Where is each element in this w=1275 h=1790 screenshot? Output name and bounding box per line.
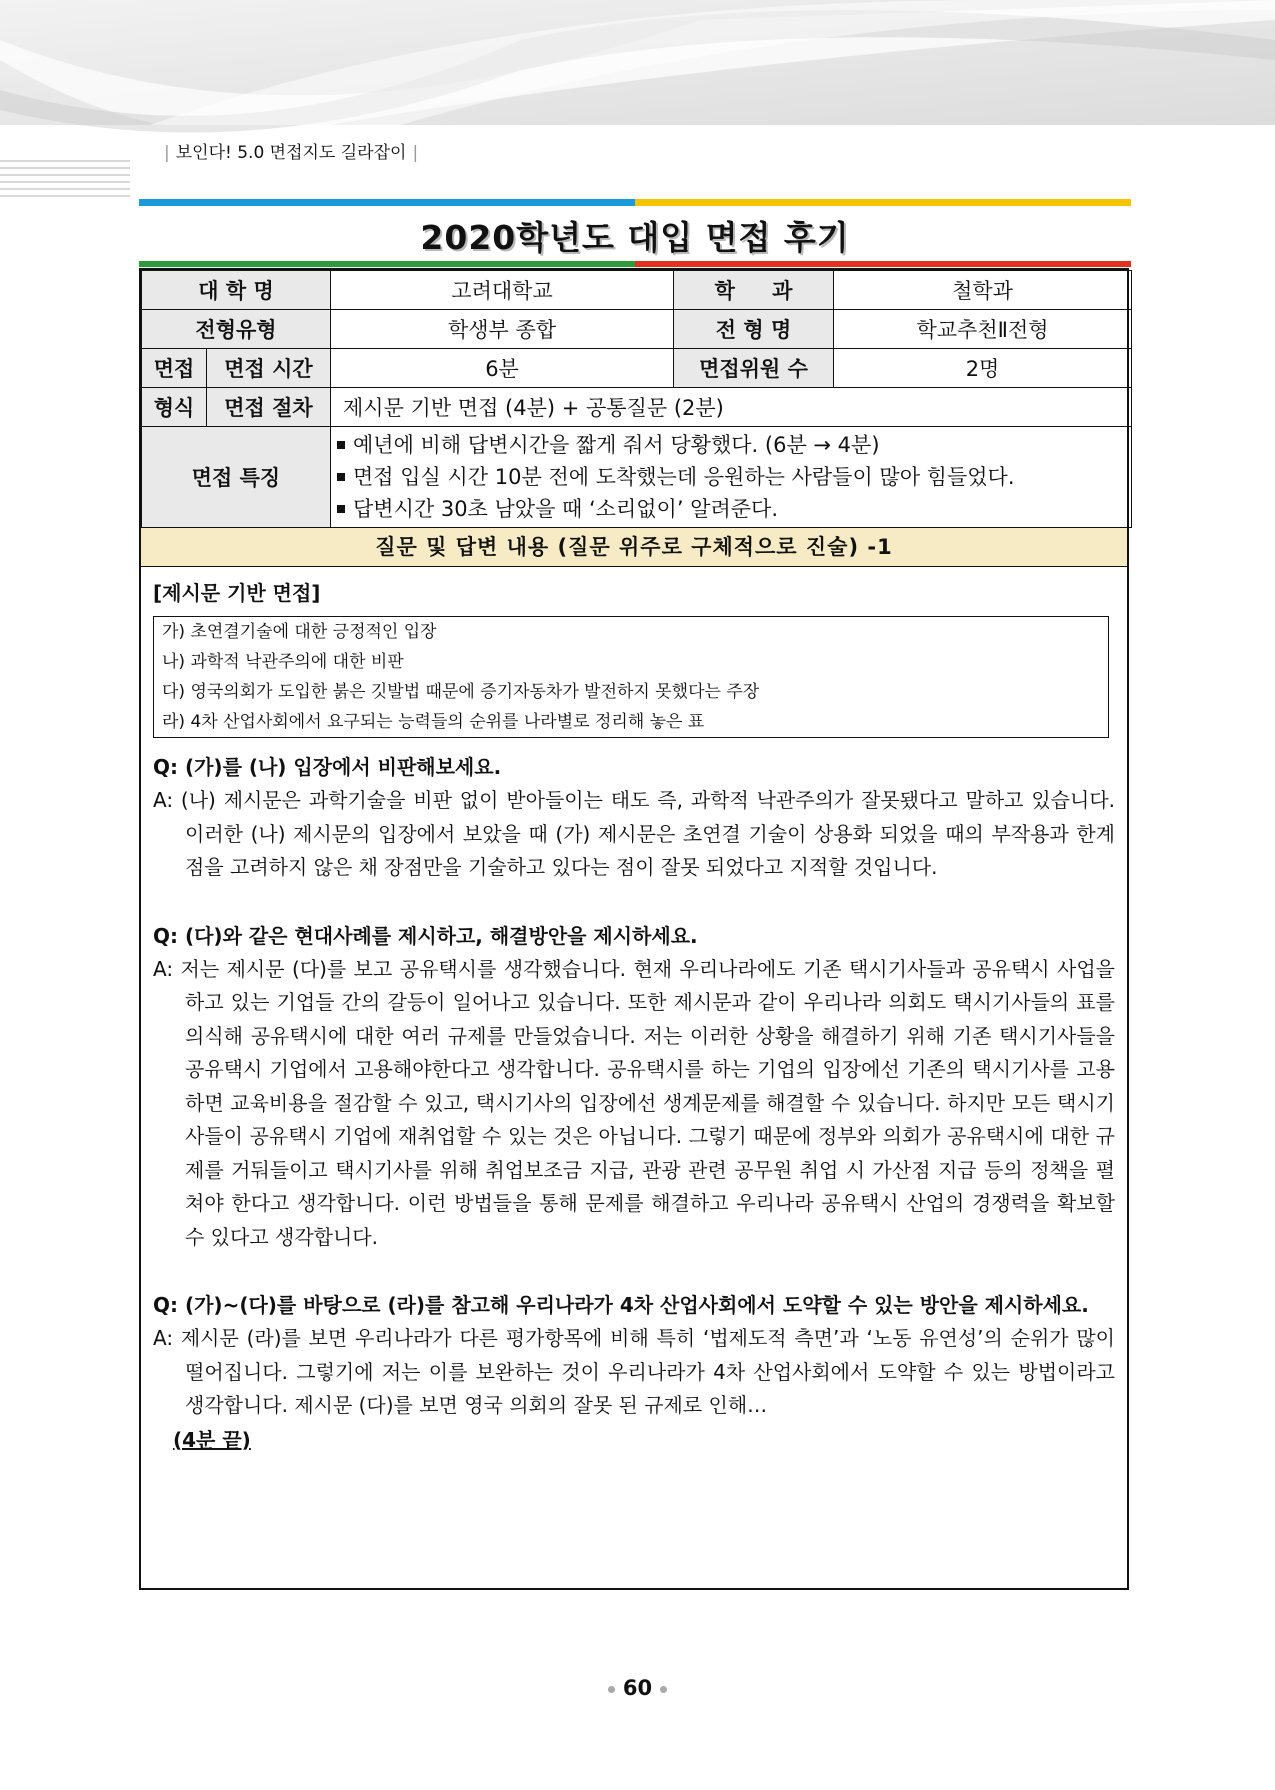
answer-2: A: 저는 제시문 (다)를 보고 공유택시를 생각했습니다. 현재 우리나라에도 기존 택시기사들과 공유택시 사업을 하고 있는 기업들 간의 갈등이 일어나고 있습니다. 또한 제시문과 같이 우리나라 의회도 택시기사들의 표를 의식해 공유택시에 대한 여러 규제를 만들었습니다. 저는 이러한 상황을 해결하기 위해 기존 택시기사들을 공유택시 기업에서 고용해야한다고 생각합니다. 공유택시를 하는 기업의 입장에선 기존의 택시기사를 고용하면 교육비용을 절감할 수 있고, 택시기사의 입장에선 생계문제를 해결할 수 있습니다. 하지만 모든 택시기사들이 공유택시 기업에 재취업할 수 있는 것은 아닙니다. 그렇기 때문에 정부와 의회가 공유택시에 대한 규제를 거둬들이고 택시기사를 위해 취업보조금 지급, 관광 관련 공무원 취업 시 가산점 지급 등의 정책을 펼쳐야 한다고 생각합니다. 이런 방법들을 통해 문제를 해결하고 우리나라 공유택시 산업의 경쟁력을 확보할 수 있다고 생각합니다. bbox=[153, 956, 1115, 1249]
format-label-1: 면접 bbox=[142, 349, 207, 388]
feature-item: 면접 입실 시간 10분 전에 도착했는데 응원하는 사람들이 많아 힘들었다. bbox=[335, 461, 1125, 493]
feature-item: 예년에 비해 답변시간을 짧게 줘서 당황했다. (6분 → 4분) bbox=[335, 429, 1125, 461]
answer-1: A: (나) 제시문은 과학기술을 비판 없이 받아들이는 태도 즉, 과학적 낙관주의가 잘못됐다고 말하고 있습니다. 이러한 (나) 제시문의 입장에서 보았을 때 (가) 제시문은 초연결 기술이 상용화 되었을 때의 부작용과 한계점을 고려하지 않은 채 장점만을 기술하고 있다는 점이 잘못 되었다고 지적할 것입니다. bbox=[153, 788, 1115, 879]
features-list bbox=[335, 427, 1125, 527]
header-label: | 보인다! 5.0 면접지도 길라잡이 | bbox=[164, 143, 419, 163]
admission-type-value: 학생부 종합 bbox=[331, 310, 674, 349]
section-title: [제시문 기반 면접] bbox=[153, 581, 321, 605]
dept-label: 학 과 bbox=[674, 271, 834, 310]
admission-type-label: 전형유형 bbox=[142, 310, 331, 349]
dept-value: 철학과 bbox=[834, 271, 1132, 310]
passage-item: 다) 영국의회가 도입한 붉은 깃발법 때문에 증기자동차가 발전하지 못했다는 주장 bbox=[162, 682, 760, 702]
question-2: Q: (다)와 같은 현대사례를 제시하고, 해결방안을 제시하세요. bbox=[153, 923, 698, 948]
interview-review-box bbox=[139, 268, 1129, 1590]
passage-item: 라) 4차 산업사회에서 요구되는 능력들의 순위를 나라별로 정리해 놓은 표 bbox=[162, 712, 705, 732]
time-label: 면접 시간 bbox=[207, 349, 331, 388]
interviewers-label: 면접위원 수 bbox=[674, 349, 834, 388]
interviewers-value: 2명 bbox=[834, 349, 1132, 388]
info-table bbox=[141, 270, 1132, 528]
format-label-2: 형식 bbox=[142, 388, 207, 427]
university-label: 대 학 명 bbox=[142, 271, 331, 310]
passage-item: 나) 과학적 낙관주의에 대한 비판 bbox=[162, 652, 404, 672]
features-cell bbox=[331, 427, 1132, 528]
features-label: 면접 특징 bbox=[142, 427, 331, 528]
passage-box bbox=[153, 616, 1109, 738]
title-colorbar-top bbox=[139, 199, 1131, 206]
question-3: Q: (가)~(다)를 바탕으로 (라)를 참고해 우리나라가 4차 산업사회에서 도약할 수 있는 방안을 제시하세요. bbox=[153, 1293, 1089, 1317]
document-title: 2020학년도 대입 면접 후기 bbox=[420, 218, 850, 257]
end-note: (4분 끝) bbox=[173, 1427, 251, 1452]
answer-3: A: 제시문 (라)를 보면 우리나라가 다른 평가항목에 비해 특히 ‘법제도적 측면’과 ‘노동 유연성’의 순위가 많이 떨어집니다. 그렇기에 저는 이를 보완하는 것이 우리나라가 4차 산업사회에서 도약할 수 있는 방법이라고 생각합니다. 제시문 (다)를 보면 영국 의회의 잘못 된 규제로 인해… bbox=[153, 1326, 1115, 1417]
procedure-label: 면접 절차 bbox=[207, 388, 331, 427]
qa-section-header: 질문 및 답변 내용 (질문 위주로 구체적으로 진술) -1 bbox=[141, 528, 1127, 567]
feature-item: 답변시간 30초 남았을 때 ‘소리없이’ 알려준다. bbox=[335, 493, 1125, 525]
left-decoration-lines bbox=[0, 160, 130, 210]
procedure-value: 제시문 기반 면접 (4분) + 공통질문 (2분) bbox=[331, 388, 1132, 427]
admission-name-value: 학교추천Ⅱ전형 bbox=[834, 310, 1132, 349]
question-1: Q: (가)를 (나) 입장에서 비판해보세요. bbox=[153, 755, 502, 779]
passage-item: 가) 초연결기술에 대한 긍정적인 입장 bbox=[162, 622, 437, 642]
page-number: 60 bbox=[0, 1676, 1275, 1700]
title-colorbar-bottom bbox=[139, 261, 1131, 267]
time-value: 6분 bbox=[331, 349, 674, 388]
admission-name-label: 전 형 명 bbox=[674, 310, 834, 349]
university-value: 고려대학교 bbox=[331, 271, 674, 310]
qa-content bbox=[141, 577, 1127, 1457]
